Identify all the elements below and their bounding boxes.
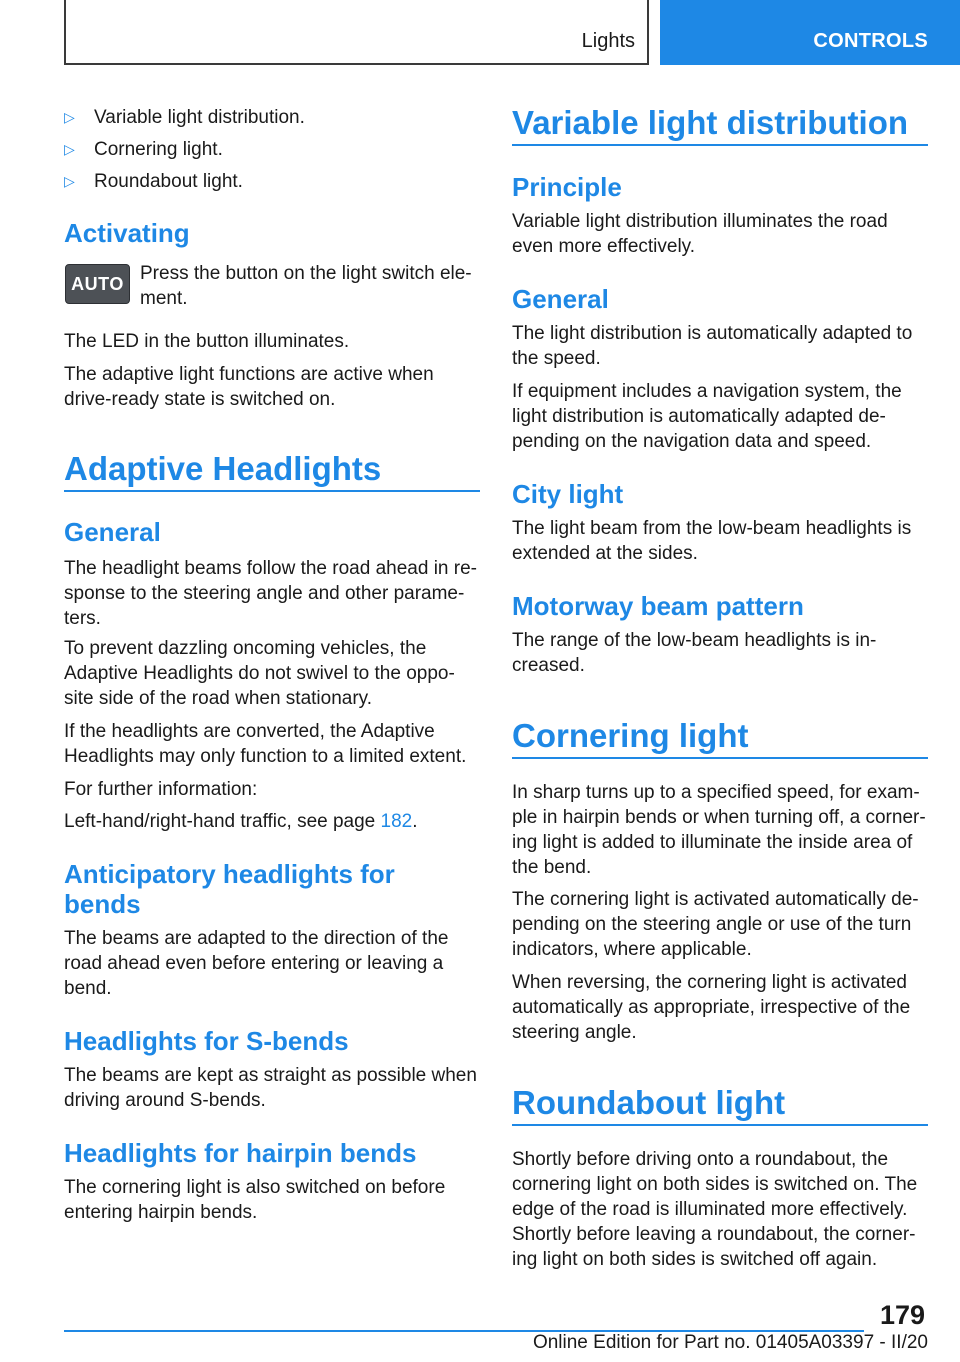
paragraph: The beams are adapted to the direction of the road ahead even before entering or leaving a bend. <box>64 928 449 999</box>
paragraph: If equipment includes a navigation system, the light distribution is automatically adapted de-pending on the navigation data and speed. <box>512 381 902 452</box>
press-instruction-line2: ment. <box>140 288 188 309</box>
section-title: Lights <box>581 30 635 52</box>
paragraph: The range of the low-beam headlights is in-creased. <box>512 630 877 676</box>
heading-rule <box>512 1124 928 1126</box>
paragraph: To prevent dazzling oncoming vehicles, the Adaptive Headlights do not swivel to the oppo-site side of the road when stationary. <box>64 638 455 709</box>
paragraph: The beams are kept as straight as possible when driving around S-bends. <box>64 1065 477 1111</box>
paragraph: When reversing, the cornering light is activated automatically as appropriate, irrespective of the steering angle. <box>512 972 911 1043</box>
heading-activating: Activating <box>64 218 190 248</box>
heading-hairpin: Headlights for hairpin bends <box>64 1138 417 1168</box>
paragraph: For further information: <box>64 779 258 800</box>
triangle-bullet-icon: ▷ <box>64 109 75 125</box>
active-paragraph: The adaptive light functions are active when drive-ready state is switched on. <box>64 364 434 410</box>
triangle-bullet-icon: ▷ <box>64 173 75 189</box>
heading-adaptive-headlights: Adaptive Headlights <box>64 450 382 487</box>
heading-sbends: Headlights for S-bends <box>64 1026 349 1056</box>
heading-rule <box>512 144 928 146</box>
heading-rule <box>64 490 480 492</box>
heading-rule <box>512 757 928 759</box>
heading-general: General <box>512 284 609 314</box>
paragraph: If the headlights are converted, the Adaptive Headlights may only function to a limited extent. <box>64 721 467 767</box>
press-instruction-line1: Press the button on the light switch ele- <box>140 263 472 284</box>
footer-edition: Online Edition for Part no. 01405A03397 - II/20 <box>532 1332 928 1353</box>
heading-principle: Principle <box>512 172 622 202</box>
paragraph: The cornering light is activated automatically de-pending on the steering angle or use of the turn indicators, where applicable. <box>512 889 919 960</box>
heading-general: General <box>64 517 161 547</box>
heading-motorway: Motorway beam pattern <box>512 591 804 621</box>
auto-button-icon: AUTO <box>65 264 130 304</box>
heading-cornering-light: Cornering light <box>512 717 749 754</box>
heading-roundabout-light: Roundabout light <box>512 1084 786 1121</box>
heading-variable-light: Variable light distribution <box>512 104 909 141</box>
header-chapter-box <box>660 0 960 65</box>
paragraph: The light beam from the low-beam headlights is extended at the sides. <box>512 518 912 564</box>
heading-city-light: City light <box>512 479 624 509</box>
paragraph: The light distribution is automatically adapted to the speed. <box>512 323 913 369</box>
header-section-box <box>64 0 649 65</box>
paragraph: Shortly before driving onto a roundabout, the cornering light on both sides is switched on. The edge of the road is illuminated more effectively. <box>512 1149 918 1220</box>
page-link[interactable]: 182 <box>380 811 413 832</box>
page-reference: Left-hand/right-hand traffic, see page 182. <box>64 811 418 832</box>
paragraph: The headlight beams follow the road ahead in re-sponse to the steering angle and other parame-ters. <box>64 558 477 629</box>
page-number: 179 <box>880 1300 926 1330</box>
chapter-title: CONTROLS <box>813 30 928 52</box>
led-paragraph: The LED in the button illuminates. <box>64 331 350 352</box>
paragraph: In sharp turns up to a specified speed, for exam-ple in hairpin bends or when turning off, a corner-ing light is added to illuminate the inside area of the bend. <box>512 782 926 878</box>
heading-anticipatory: Anticipatory headlights for bends <box>64 859 395 919</box>
paragraph: Variable light distribution illuminates the road even more effectively. <box>512 211 888 257</box>
paragraph: The cornering light is also switched on before entering hairpin bends. <box>64 1177 446 1223</box>
triangle-bullet-icon: ▷ <box>64 141 75 157</box>
paragraph: Shortly before leaving a roundabout, the corner-ing light on both sides is switched off again. <box>512 1224 916 1270</box>
